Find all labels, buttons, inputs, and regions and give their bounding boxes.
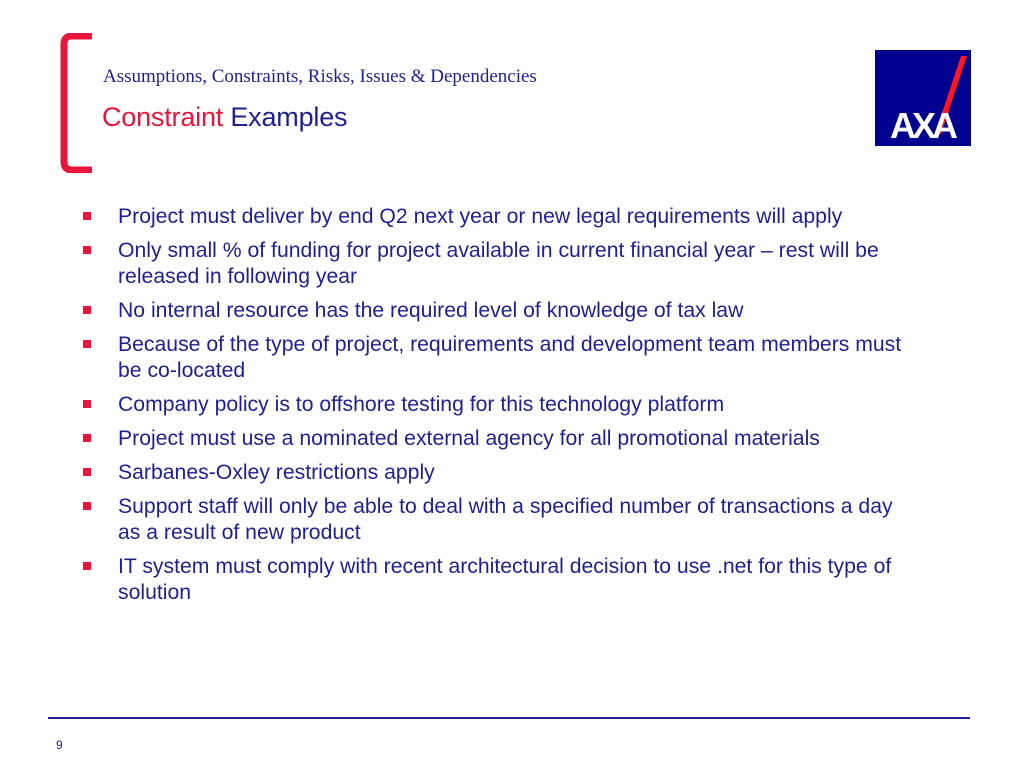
list-item-text: Only small % of funding for project available in current financial year – rest will be released in following year [118,239,879,288]
list-item [80,392,910,418]
bullet-square-icon [83,246,91,254]
list-item [80,426,910,452]
list-item-text: Support staff will only be able to deal with a specified number of transactions a day as a result of new product [118,495,893,544]
bullet-square-icon [83,400,91,408]
list-item-text: Project must use a nominated external agency for all promotional materials [118,427,820,450]
bullet-square-icon [83,562,91,570]
list-item [80,298,910,324]
list-item [80,238,910,290]
constraint-list [80,204,910,614]
section-subtitle: Assumptions, Constraints, Risks, Issues & Dependencies [103,66,537,87]
red-bracket-decoration [60,33,94,173]
bullet-square-icon [83,306,91,314]
list-item-text: No internal resource has the required level of knowledge of tax law [118,299,744,322]
bullet-square-icon [83,434,91,442]
list-item [80,460,910,486]
bullet-square-icon [83,340,91,348]
list-item [80,204,910,230]
title-rest: Examples [223,102,348,132]
list-item-text: Project must deliver by end Q2 next year or new legal requirements will apply [118,205,843,228]
list-item-text: Because of the type of project, requirements and development team members must be co-located [118,333,902,382]
list-item-text: IT system must comply with recent architectural decision to use .net for this type of solution [118,555,892,604]
list-item [80,554,910,606]
title-accent-word: Constraint [102,102,224,132]
footer-divider [48,717,970,719]
axa-logo [875,50,971,146]
slide-title [102,102,347,133]
logo-text: AXA [889,105,955,146]
list-item-text: Company policy is to offshore testing for this technology platform [118,393,725,416]
list-item [80,332,910,384]
bullet-square-icon [83,502,91,510]
page-number: 9 [56,738,63,752]
list-item [80,494,910,546]
list-item-text: Sarbanes-Oxley restrictions apply [118,461,435,484]
bullet-square-icon [83,468,91,476]
bullet-square-icon [83,212,91,220]
